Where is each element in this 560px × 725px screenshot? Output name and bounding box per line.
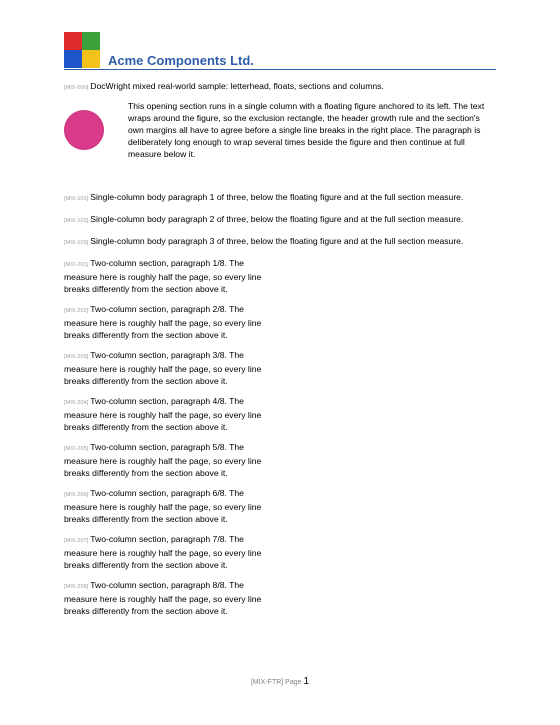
paragraph-text: Two-column section, paragraph 8/8. The measure here is roughly half the page, so every line breaks differently from the section above it. <box>64 580 262 616</box>
paragraph-text: Two-column section, paragraph 3/8. The measure here is roughly half the page, so every line breaks differently from the section above it. <box>64 350 262 386</box>
paragraph-text: Single-column body paragraph 3 of three, below the floating figure and at the full section measure. <box>90 236 464 246</box>
column-paragraph <box>64 395 270 433</box>
paragraph-tag: [MIX-000] <box>64 85 89 91</box>
letterhead <box>64 32 496 70</box>
paragraph-tag: [MIX-206] <box>64 492 89 498</box>
column-paragraph <box>64 257 270 295</box>
paragraph-tag: [MIX-203] <box>64 354 89 360</box>
column-paragraph <box>64 441 270 479</box>
logo-quadrant <box>82 50 100 68</box>
paragraph-text: Two-column section, paragraph 7/8. The measure here is roughly half the page, so every line breaks differently from the section above it. <box>64 534 262 570</box>
logo-quadrant <box>82 32 100 50</box>
column-paragraph <box>64 349 270 387</box>
page-footer <box>0 676 560 687</box>
paragraph-tag: [MIX-208] <box>64 584 89 590</box>
company-logo <box>64 32 100 68</box>
two-column-section <box>64 257 270 617</box>
paragraph-text: Two-column section, paragraph 2/8. The measure here is roughly half the page, so every line breaks differently from the section above it. <box>64 304 262 340</box>
paragraph-tag: [MIX-103] <box>64 240 89 246</box>
paragraph-tag: [MIX-102] <box>64 218 89 224</box>
figure-section <box>64 100 496 182</box>
paragraph-text: Two-column section, paragraph 5/8. The measure here is roughly half the page, so every line breaks differently from the section above it. <box>64 442 262 478</box>
paragraph-tag: [MIX-201] <box>64 262 89 268</box>
paragraph-text: Single-column body paragraph 2 of three, below the floating figure and at the full section measure. <box>90 214 464 224</box>
paragraph-tag: [MIX-205] <box>64 446 89 452</box>
body-paragraph <box>64 235 496 249</box>
page-number: 1 <box>303 676 310 687</box>
column-paragraph <box>64 487 270 525</box>
paragraph-text: Two-column section, paragraph 4/8. The measure here is roughly half the page, so every line breaks differently from the section above it. <box>64 396 262 432</box>
paragraph-text: Two-column section, paragraph 6/8. The measure here is roughly half the page, so every line breaks differently from the section above it. <box>64 488 262 524</box>
paragraph-text: Two-column section, paragraph 1/8. The measure here is roughly half the page, so every line breaks differently from the section above it. <box>64 258 262 294</box>
column-paragraph <box>64 533 270 571</box>
logo-quadrant <box>64 32 82 50</box>
single-column-section <box>64 191 496 249</box>
paragraph-tag: [MIX-204] <box>64 400 89 406</box>
paragraph-tag: [MIX-101] <box>64 196 89 202</box>
logo-quadrant <box>64 50 82 68</box>
column-paragraph <box>64 579 270 617</box>
footer-tag: [MIX-FTR] Page <box>250 679 302 686</box>
company-name: Acme Components Ltd. <box>108 53 254 68</box>
intro-paragraph <box>64 80 496 94</box>
paragraph-text: Single-column body paragraph 1 of three, below the floating figure and at the full section measure. <box>90 192 464 202</box>
paragraph-tag: [MIX-207] <box>64 538 89 544</box>
document-body <box>64 80 496 625</box>
body-paragraph <box>64 213 496 227</box>
header-rule <box>64 69 496 70</box>
column-paragraph <box>64 303 270 341</box>
body-paragraph <box>64 191 496 205</box>
paragraph-text: DocWright mixed real-world sample: letterhead, floats, sections and columns. <box>90 81 384 91</box>
paragraph-tag: [MIX-202] <box>64 308 89 314</box>
figure-wrap-paragraph: This opening section runs in a single column with a floating figure anchored to its left. The text wraps around the figure, so the exclusion rectangle, the header growth rule and the section's own margins all have to agree before a single line breaks in the right place. The paragraph is deliberately long enough to wrap several times beside the figure and then continue at full measure below it. <box>128 101 485 159</box>
floating-figure <box>64 110 104 150</box>
